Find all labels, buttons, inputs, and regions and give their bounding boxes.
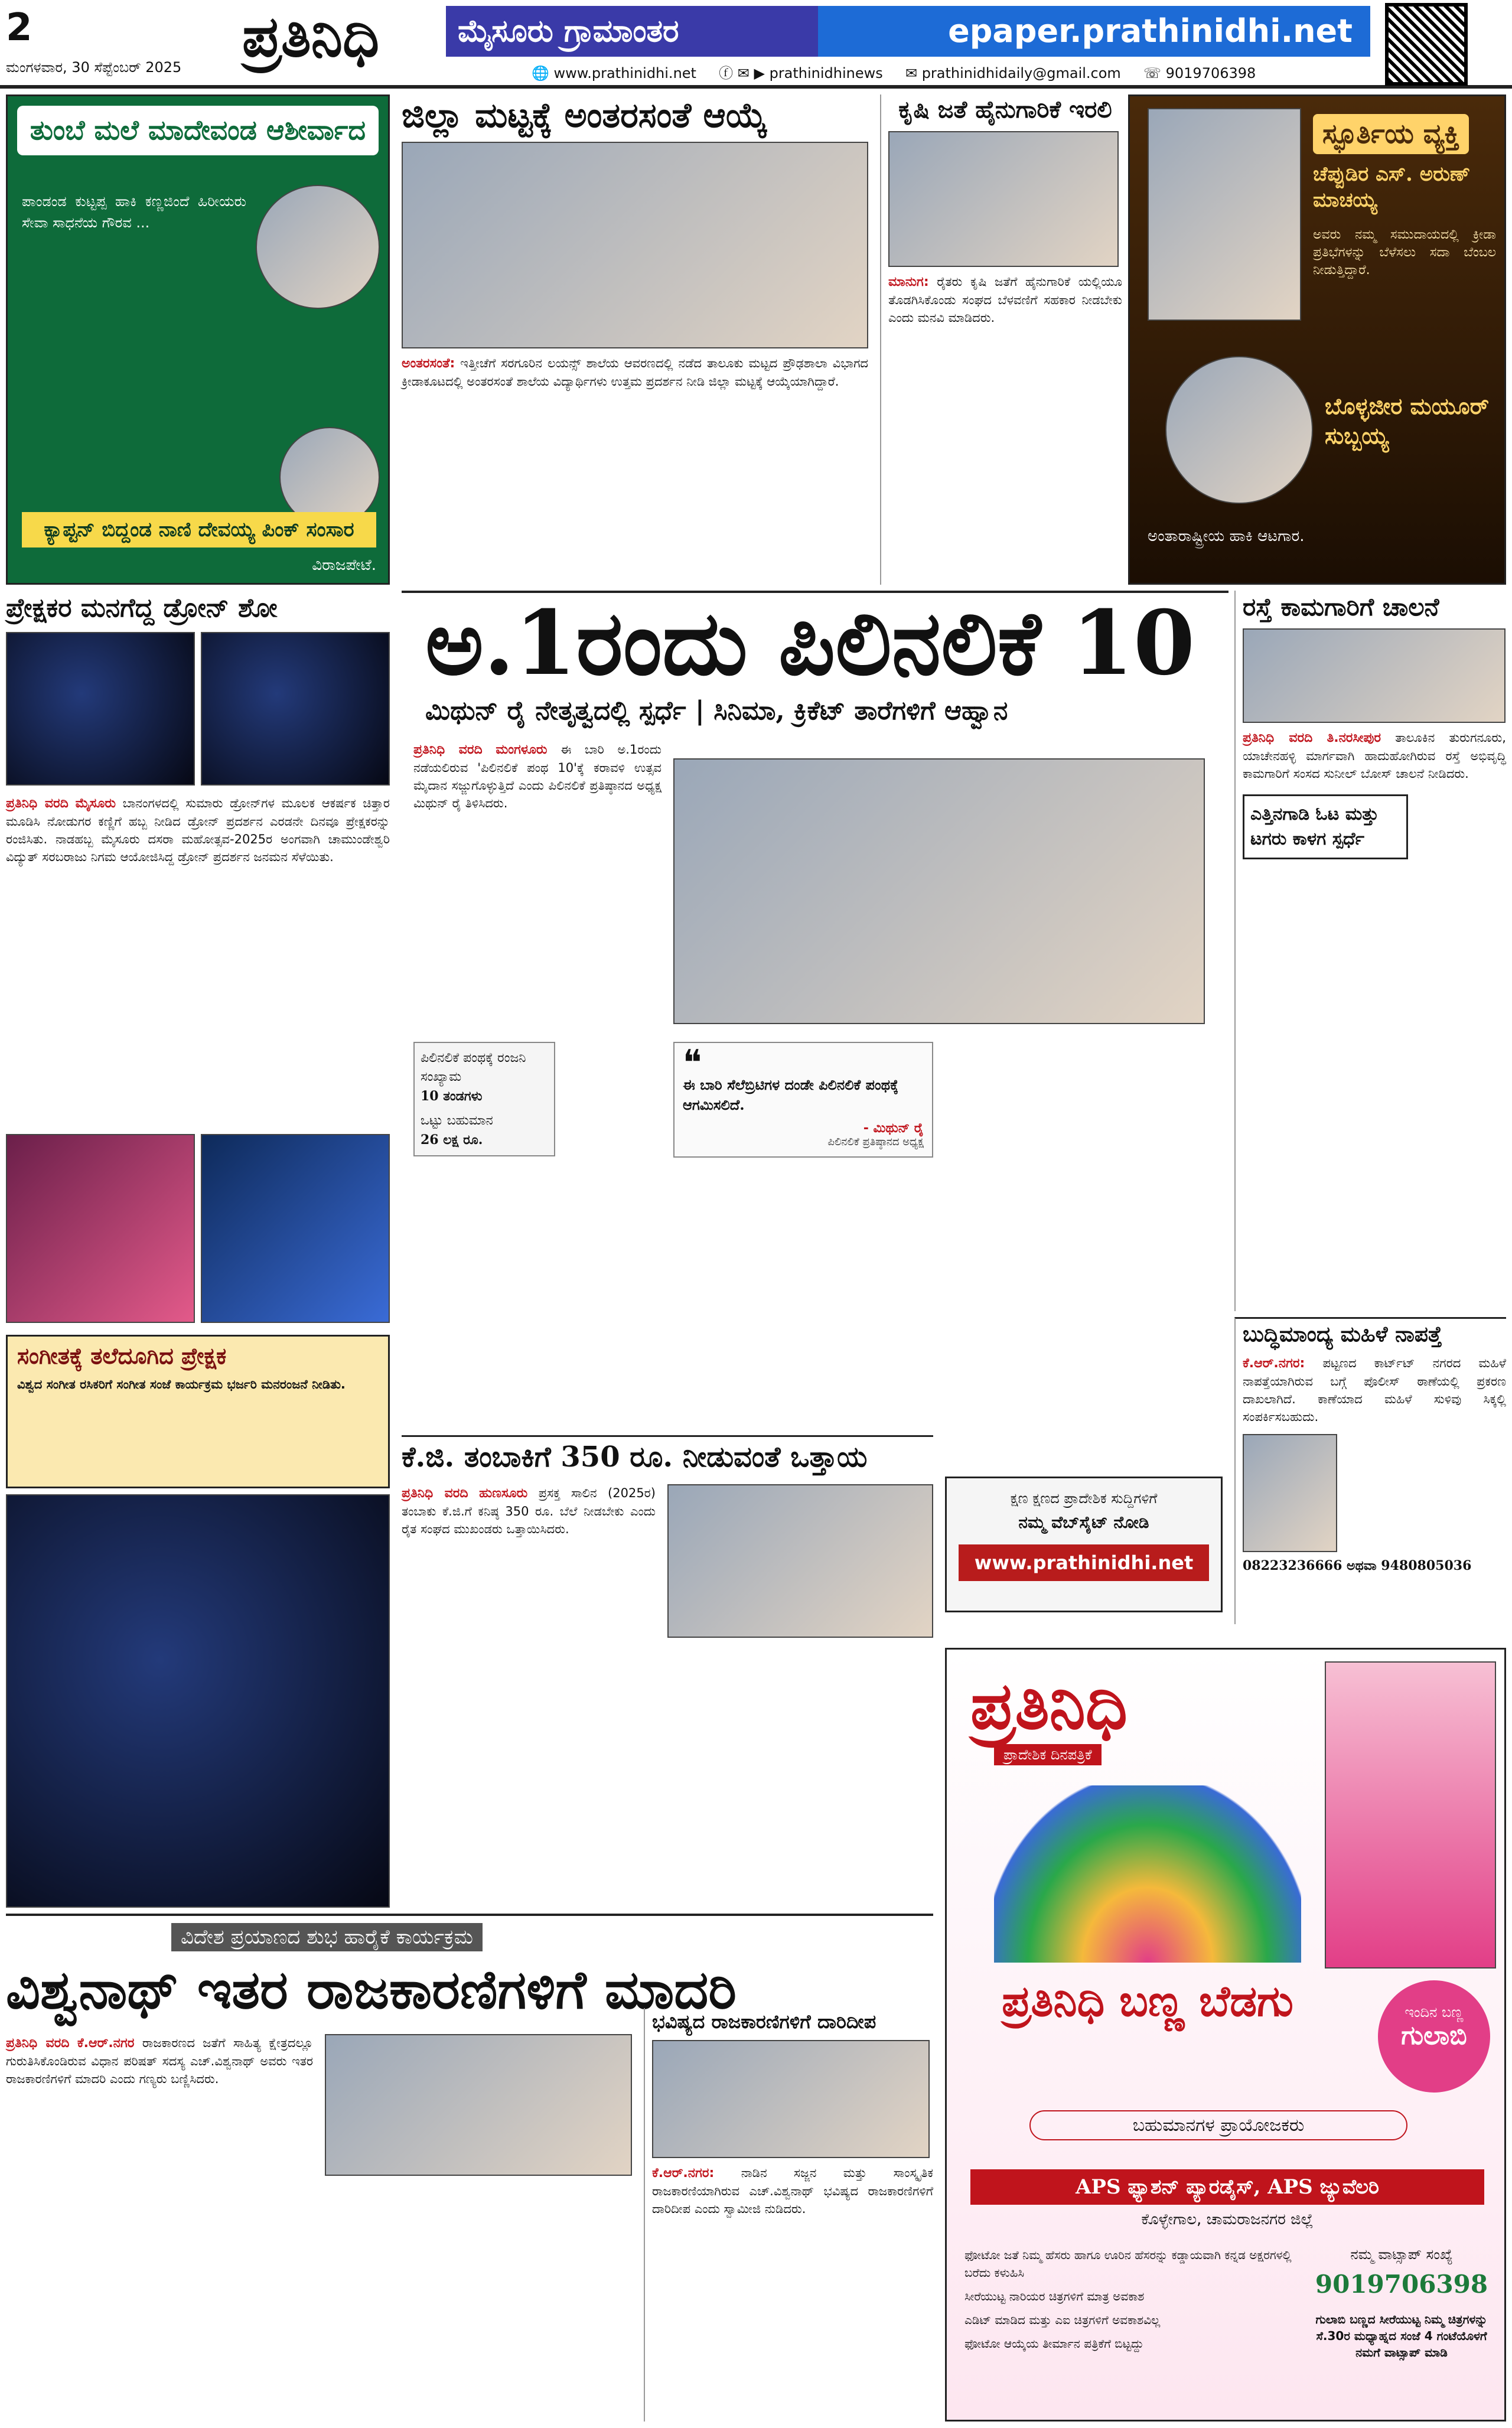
missing-woman-photo xyxy=(1243,1434,1337,1552)
sponsor-label: ಬಹುಮಾನಗಳ ಪ್ರಾಯೋಜಕರು xyxy=(1029,2110,1407,2140)
article-road-work xyxy=(1234,591,1506,1311)
email-link[interactable]: prathinidhidaily@gmail.com xyxy=(921,65,1121,82)
rule-2: ಸೀರೆಯುಟ್ಟ ನಾರಿಯರ ಚಿತ್ರಗಳಿಗೆ ಮಾತ್ರ ಅವಕಾಶ xyxy=(964,2289,1145,2303)
article-body xyxy=(402,354,868,390)
social-icon: ⓕ ✉ ▶ xyxy=(719,65,765,82)
today-color: ಗುಲಾಬಿ xyxy=(1401,2020,1467,2051)
article-body xyxy=(402,1484,656,1538)
article-byline-place: ಕೆ.ಆರ್.ನಗರ xyxy=(77,2036,135,2051)
ad-footer: ಕ್ಯಾಪ್ಟನ್ ಬಿದ್ದಂಡ ನಾಣಿ ದೇವಯ್ಯ ಪಿಂಕ್ ಸಂಸಾರ xyxy=(22,512,376,547)
today-color-badge xyxy=(1378,1980,1490,2093)
article-byline-place: ಮೈಸೂರು xyxy=(75,796,116,811)
article-byline: ಮಾನುಗ: xyxy=(888,275,929,289)
website-link[interactable]: www.prathinidhi.net xyxy=(553,65,696,82)
press-meet-photo xyxy=(673,758,1205,1024)
ad-body: ವಿಶ್ವದ ಸಂಗೀತ ರಸಿಕರಿಗೆ ಸಂಗೀತ ಸಂಜೆ ಕಾರ್ಯಕ್ರಮ ಭರ್ಜರಿ ಮನರಂಜನೆ ನೀಡಿತು. xyxy=(17,1377,346,1391)
lotus-graphic xyxy=(994,1785,1301,1963)
sponsor-place: ಕೊಳ್ಳೇಗಾಲ, ಚಾಮರಾಜನಗರ ಜಿಲ್ಲೆ xyxy=(1141,2211,1314,2228)
article-text: ಬಾನಂಗಳದಲ್ಲಿ ಸುಮಾರು ಡ್ರೋನ್‌ಗಳ ಮೂಲಕ ಆಕರ್ಷಕ ಚಿತ್ತಾರ ಮೂಡಿಸಿ ನೋಡುಗರ ಕಣ್ಣಿಗೆ ಹಬ್ಬ ನೀಡಿದ ಡ್ರೋನ್ ಪ್ರದರ್ಶನ ಎರಡನೇ ದಿನವೂ ಪ್ರೇಕ್ಷಕರನ್ನು ರಂಜಿಸಿತು. ನಾಡಹಬ್ಬ ಮೈಸೂರು ದಸರಾ ಮಹೋತ್ಸವ-2025ರ ಅಂಗವಾಗಿ ಚಾಮುಂಡೇಶ್ವರಿ ವಿದ್ಯುತ್ ಸರಬರಾಜು ನಿಗಮ ಆಯೋಜಿಸಿದ್ದ ಡ್ರೋನ್ ಪ್ರದರ್ಶನ ಜನಮನ ಸೆಳೆಯಿತು. xyxy=(6,796,390,864)
singer-photo-2 xyxy=(201,1134,390,1323)
article-byline: ಕೆ.ಆರ್.ನಗರ: xyxy=(1243,1356,1305,1371)
rule-1: ಫೋಟೋ ಜತೆ ನಿಮ್ಮ ಹೆಸರು ಹಾಗೂ ಊರಿನ ಹೆಸರನ್ನು ಕಡ್ಡಾಯವಾಗಿ ಕನ್ನಡ ಅಕ್ಷರಗಳಲ್ಲಿ ಬರೆದು ಕಳುಹಿಸಿ xyxy=(964,2248,1292,2280)
drone-photo-2 xyxy=(201,632,390,786)
article-drone-show xyxy=(6,591,390,1329)
ad-name-2: ಬೊಳ್ಳಜೀರ ಮಯೂರ್ ಸುಬ್ಬಯ್ಯ xyxy=(1325,393,1490,449)
article-title: ಜಿಲ್ಲಾ ಮಟ್ಟಕ್ಕೆ ಅಂತರಸಂತೆ ಆಯ್ಕೆ xyxy=(402,95,767,135)
contact-numbers: 08223236666 ಅಥವಾ 9480805036 xyxy=(1243,1558,1472,1573)
article-byline: ಕೆ.ಆರ್.ನಗರ: xyxy=(652,2166,715,2181)
fact-2-value: 26 ಲಕ್ಷ ರೂ. xyxy=(421,1132,483,1148)
issue-date: ಮಂಗಳವಾರ, 30 ಸೆಪ್ಟೆಂಬರ್ 2025 xyxy=(6,59,182,76)
article-byline-place: ತಿ.ನರಸೀಪುರ xyxy=(1327,731,1381,745)
event-photo xyxy=(888,131,1119,267)
article-byline: ಪ್ರತಿನಿಧಿ ವರದಿ xyxy=(402,1486,468,1501)
whatsapp-label: ನಮ್ಮ ವಾಟ್ಸಾಪ್ ಸಂಖ್ಯೆ xyxy=(1350,2246,1453,2263)
article-body xyxy=(1243,729,1506,783)
ad-title: ಸ್ಫೂರ್ತಿಯ ವ್ಯಕ್ತಿ xyxy=(1313,114,1469,154)
ad-title: ತುಂಬೆ ಮಲೆ ಮಾದೇವಂಡ ಆಶೀರ್ವಾದ xyxy=(17,106,379,155)
ad-banna-bedagu xyxy=(945,1648,1506,2422)
fact-1-value: 10 ತಂಡಗಳು xyxy=(421,1088,483,1104)
epaper-url[interactable]: epaper.prathinidhi.net xyxy=(818,6,1370,57)
facts-box xyxy=(413,1042,555,1156)
phone-number: 9019706398 xyxy=(1165,65,1256,82)
article-text: ಪ್ರಸಕ್ತ ಸಾಲಿನ (2025ರ) ತಂಬಾಕು ಕೆ.ಜಿ.ಗೆ ಕನಿಷ್ಠ 350 ರೂ. ಬೆಲೆ ನೀಡಬೇಕು ಎಂದು ರೈತ ಸಂಘದ ಮುಖಂಡರು ಒತ್ತಾಯಿಸಿದರು. xyxy=(402,1486,656,1536)
article-kicker: ವಿದೇಶ ಪ್ರಯಾಣದ ಶುಭ ಹಾರೈಕೆ ಕಾರ್ಯಕ್ರಮ xyxy=(171,1923,483,1951)
promo-url[interactable]: www.prathinidhi.net xyxy=(959,1544,1209,1581)
article-title: ಭವಿಷ್ಯದ ರಾಜಕಾರಣಿಗಳಿಗೆ ದಾರಿದೀಪ xyxy=(652,2010,876,2033)
model-photo xyxy=(1325,1661,1496,1969)
whatsapp-number: 9019706398 xyxy=(1315,2270,1488,2299)
article-text: ರೈತರು ಕೃಷಿ ಜತೆಗೆ ಹೈನುಗಾರಿಕೆ ಯಲ್ಲಿಯೂ ತೊಡಗಿಸಿಕೊಂಡು ಸಂಘದ ಬೆಳವಣಿಗೆ ಸಹಕಾರ ನೀಡಬೇಕು ಎಂದು ಮನವಿ ಮಾಡಿದರು. xyxy=(888,275,1122,325)
newspaper-logo: ಪ್ರತಿನಿಧಿ xyxy=(242,3,380,70)
seer-photo xyxy=(652,2040,930,2158)
article-body xyxy=(888,273,1122,327)
boxed-item: ಎತ್ತಿನಗಾಡಿ ಓಟ ಮತ್ತು ಟಗರು ಕಾಳಗ ಸ್ಪರ್ಧೆ xyxy=(1243,794,1408,859)
article-body xyxy=(652,2164,933,2218)
article-body xyxy=(1243,1354,1506,1426)
article-text: ನಾಡಿನ ಸಜ್ಜನ ಮತ್ತು ಸಾಂಸ್ಕೃತಿಕ ರಾಜಕಾರಣಿಯಾಗಿರುವ ಎಚ್.ವಿಶ್ವನಾಥ್ ಭವಿಷ್ಯದ ರಾಜಕಾರಣಿಗಳಿಗೆ ದಾರಿದೀಪ ಎಂದು ಸ್ವಾಮೀಜಿ ನುಡಿದರು. xyxy=(652,2166,933,2216)
article-body xyxy=(6,794,390,866)
article-text: ಪಟ್ಟಣದ ಕಾರ್ಟ್‌ಟ್ ನಗರದ ಮಹಿಳೆ ನಾಪತ್ತೆಯಾಗಿರುವ ಬಗ್ಗೆ ಪೊಲೀಸ್ ಠಾಣೆಯಲ್ಲಿ ಪ್ರಕರಣ ದಾಖಲಾಗಿದೆ. ಕಾಣೆಯಾದ ಮಹಿಳೆ ಸುಳಿವು ಸಿಕ್ಕಲ್ಲಿ ಸಂಪರ್ಕಿಸಬಹುದು. xyxy=(1243,1356,1506,1424)
fact-2-label: ಒಟ್ಟು ಬಹುಮಾನ xyxy=(421,1113,493,1128)
farmers-photo xyxy=(667,1484,933,1638)
ad-name-2-sub: ಅಂತಾರಾಷ್ಟ್ರೀಯ ಹಾಕಿ ಆಟಗಾರ. xyxy=(1148,527,1305,545)
fact-1-label: ಪಿಲಿನಲಿಕೆ ಪಂಥಕ್ಕೆ ರಂಜನಿ ಸಂಖ್ಯಾಮ xyxy=(421,1051,526,1084)
road-event-photo xyxy=(1243,628,1506,723)
singer-photo-1 xyxy=(6,1134,195,1323)
ad-music xyxy=(6,1335,390,1488)
quote-author: - ಮಿಥುನ್ ರೈ xyxy=(863,1121,924,1136)
ad-body: ಪಾಂಡಂಡ ಕುಟ್ಟಪ್ಪ ಹಾಕಿ ಕಣ್ಣಜಿಂದೆ ಹಿರೀಯರು ಸೇವಾ ಸಾಧನೆಯ ಗೌರವ ... xyxy=(22,193,246,231)
rules-list xyxy=(964,2246,1295,2352)
ad-body: ಅವರು ನಮ್ಮ ಸಮುದಾಯದಲ್ಲಿ ಕ್ರೀಡಾ ಪ್ರತಿಭೆಗಳನ್ನು ಬೆಳೆಸಲು ಸದಾ ಬೆಂಬಲ ನೀಡುತ್ತಿದ್ದಾರೆ. xyxy=(1313,227,1496,278)
section-banner: ಮೈಸೂರು ಗ್ರಾಮಾಂತರ xyxy=(446,6,818,57)
globe-icon: 🌐 xyxy=(532,65,549,82)
masthead xyxy=(0,0,1512,89)
article-title: ವಿಶ್ವನಾಥ್ ಇತರ ರಾಜಕಾರಣಿಗಳಿಗೆ ಮಾದರಿ xyxy=(6,1958,737,2021)
qr-code-icon xyxy=(1385,3,1468,86)
quote-text: ಈ ಬಾರಿ ಸೆಲೆಬ್ರಿಟಿಗಳ ದಂಡೇ ಪಿಲಿನಲಿಕೆ ಪಂಥಕ್ಕೆ ಆಗಮಿಸಲಿದೆ. xyxy=(683,1076,899,1113)
article-missing xyxy=(1234,1317,1506,1624)
phone-icon: ☏ xyxy=(1143,65,1161,82)
contact-bar xyxy=(532,61,1256,82)
article-text: ರಾಜಕಾರಣದ ಜತೆಗೆ ಸಾಹಿತ್ಯ ಕ್ಷೇತ್ರದಲ್ಲೂ ಗುರುತಿಸಿಕೊಂಡಿರುವ ವಿಧಾನ ಪರಿಷತ್ ಸದಸ್ಯ ಎಚ್.ವಿಶ್ವನಾಥ್ ಅವರು ಇತರ ರಾಜಕಾರಣಿಗಳಿಗೆ ಮಾದರಿ ಎಂದು ಗಣ್ಯರು ಬಣ್ಣಿಸಿದರು. xyxy=(6,2036,313,2086)
article-byline: ಪ್ರತಿನಿಧಿ ವರದಿ xyxy=(6,2036,70,2051)
article-body xyxy=(6,2034,313,2088)
rule-3: ಎಡಿಟ್ ಮಾಡಿದ ಮತ್ತು ಎಐ ಚಿತ್ರಗಳಿಗೆ ಅವಕಾಶವಿಲ್ಲ xyxy=(964,2313,1161,2327)
article-title: ಕೆ.ಜಿ. ತಂಬಾಕಿಗೆ 350 ರೂ. ನೀಡುವಂತೆ ಒತ್ತಾಯ xyxy=(402,1440,868,1474)
ad-inspiration xyxy=(1128,94,1506,585)
article-byline: ಪ್ರತಿನಿಧಿ ವರದಿ xyxy=(1243,731,1313,745)
promo-line-1: ಕ್ಷಣ ಕ್ಷಣದ ಪ್ರಾದೇಶಿಕ ಸುದ್ದಿಗಳಿಗೆ xyxy=(1010,1490,1158,1507)
article-title: ಪ್ರೇಕ್ಷಕರ ಮನಗೆದ್ದ ಡ್ರೋನ್ ಶೋ xyxy=(6,593,278,623)
article-byline: ಪ್ರತಿನಿಧಿ ವರದಿ xyxy=(413,742,483,757)
person-photo xyxy=(256,185,380,309)
promo-line-2: ನಮ್ಮ ವೆಬ್‌ಸೈಟ್ ನೋಡಿ xyxy=(1018,1513,1149,1532)
ad-footer-place: ವಿರಾಜಪೇಟೆ. xyxy=(312,556,376,574)
article-text: ಇತ್ತೀಚೆಗೆ ಸರಗೂರಿನ ಲಯನ್ಸ್ ಶಾಲೆಯ ಆವರಣದಲ್ಲಿ ನಡೆದ ತಾಲೂಕು ಮಟ್ಟದ ಪ್ರೌಢಶಾಲಾ ವಿಭಾಗದ ಕ್ರೀಡಾಕೂಟದಲ್ಲಿ ಅಂತರಸಂತೆ ಶಾಲೆಯ ವಿದ್ಯಾರ್ಥಿಗಳು ಉತ್ತಮ ಪ್ರದರ್ಶನ ನೀಡಿ ಜಿಲ್ಲಾ ಮಟ್ಟಕ್ಕೆ ಆಯ್ಕೆಯಾಗಿದ್ದಾರೆ. xyxy=(402,356,869,389)
quote-icon: ❝ xyxy=(683,1042,702,1084)
article-title: ಕೃಷಿ ಜತೆ ಹೈನುಗಾರಿಕೆ ಇರಲಿ xyxy=(898,96,1112,123)
ad-logo: ಪ್ರತಿನಿಧಿ xyxy=(970,1667,1128,1743)
today-label: ಇಂದಿನ ಬಣ್ಣ xyxy=(1405,2004,1464,2020)
ad-name-1: ಚೆಪ್ಪುಡಿರ ಎಸ್. ಅರುಣ್ ಮಾಚಯ್ಯ xyxy=(1313,162,1471,212)
leader-photo xyxy=(1148,108,1301,321)
rule-4: ಫೋಟೋ ಆಯ್ಕೆಯ ತೀರ್ಮಾನ ಪತ್ರಿಕೆಗೆ ಬಿಟ್ಟದ್ದು xyxy=(964,2336,1144,2351)
article-future-politics xyxy=(644,2008,933,2422)
article-title: ರಸ್ತೆ ಕಾಮಗಾರಿಗೆ ಚಾಲನೆ xyxy=(1243,592,1439,621)
lead-title: ಅ.1ರಂದು ಪಿಲಿನಲಿಕೆ 10 xyxy=(425,591,1195,695)
player-photo xyxy=(1165,356,1313,504)
article-byline-place: ಹುಣಸೂರು xyxy=(479,1486,528,1501)
ad-tumbe-male xyxy=(6,94,390,585)
article-tobacco xyxy=(402,1435,933,1908)
deadline-text: ಗುಲಾಬಿ ಬಣ್ಣದ ಸೀರೆಯುಟ್ಟ ನಿಮ್ಮ ಚಿತ್ರಗಳನ್ನು ಸೆ.30ರ ಮಧ್ಯಾಹ್ನದ ಸಂಜೆ 4 ಗಂಟೆಯೊಳಗೆ ನಮಗೆ ವಾಟ್ಸಾಪ್ ಮಾಡಿ xyxy=(1315,2312,1488,2359)
page-number: 2 xyxy=(6,6,32,50)
quote-role: ಪಿಲಿನಲಿಕೆ ಪ್ರತಿಷ್ಠಾನದ ಅಧ್ಯಕ್ಷ xyxy=(827,1136,924,1148)
contest-title: ಪ್ರತಿನಿಧಿ ಬಣ್ಣ ಬೆಡಗು xyxy=(1002,1976,1293,2026)
article-byline-place: ಮಂಗಳೂರು xyxy=(496,742,548,757)
article-text: ಈ ಬಾರಿ ಅ.1ರಂದು ನಡೆಯಲಿರುವ 'ಪಿಲಿನಲಿಕೆ ಪಂಥ 10'ಕ್ಕೆ ಕರಾವಳಿ ಉತ್ಸವ ಮೈದಾನ ಸಜ್ಜುಗೊಳ್ಳುತ್ತಿದೆ ಎಂದು ಪಿಲಿನಲಿಕೆ ಪ್ರತಿಷ್ಠಾನದ ಅಧ್ಯಕ್ಷ ಮಿಥುನ್ ರೈ ತಿಳಿಸಿದರು. xyxy=(413,742,662,810)
article-byline: ಅಂತರಸಂತೆ: xyxy=(402,356,455,371)
article-title: ಬುದ್ಧಿಮಾಂದ್ಯ ಮಹಿಳೆ ನಾಪತ್ತೆ xyxy=(1243,1322,1442,1347)
article-district-selection xyxy=(402,94,868,585)
quote-box xyxy=(673,1042,933,1158)
felicitation-photo xyxy=(325,2034,632,2176)
sponsor-names: APS ಫ್ಯಾಶನ್ ಪ್ಯಾರಡೈಸ್, APS ಜ್ಯುವೆಲರಿ xyxy=(970,2169,1484,2205)
article-text: ತಾಲೂಕಿನ ತುರುಗನೂರು, ಯಾಚೇನಹಳ್ಳಿ ಮಾರ್ಗವಾಗಿ ಹಾದುಹೋಗಿರುವ ರಸ್ತೆ ಅಭಿವೃದ್ಧಿ ಕಾಮಗಾರಿಗೆ ಸಂಸದ ಸುನೀಲ್ ಬೋಸ್ ಚಾಲನೆ ನೀಡಿದರು. xyxy=(1243,731,1506,781)
ad-tagline: ಪ್ರಾದೇಶಿಕ ದಿನಪತ್ರಿಕೆ xyxy=(994,1744,1102,1765)
drone-photo-1 xyxy=(6,632,195,786)
social-handle[interactable]: prathinidhinews xyxy=(769,65,883,82)
drone-night-photo xyxy=(6,1494,390,1908)
team-photo xyxy=(402,142,868,348)
article-body xyxy=(413,741,662,812)
ad-title: ಸಂಗೀತಕ್ಕೆ ತಲೆದೂಗಿದ ಪ್ರೇಕ್ಷಕ xyxy=(17,1342,227,1369)
article-byline: ಪ್ರತಿನಿಧಿ ವರದಿ xyxy=(6,796,69,811)
lead-subtitle: ಮಿಥುನ್ ರೈ ನೇತೃತ್ವದಲ್ಲಿ ಸ್ಪರ್ಧೆ | ಸಿನಿಮಾ, ಕ್ರಿಕೆಟ್ ತಾರೆಗಳಿಗೆ ಆಹ್ವಾನ xyxy=(425,696,1008,726)
article-agriculture xyxy=(880,94,1122,585)
website-promo[interactable] xyxy=(945,1477,1223,1612)
article-pilinalike xyxy=(402,591,1228,1429)
mail-icon: ✉ xyxy=(905,65,918,82)
